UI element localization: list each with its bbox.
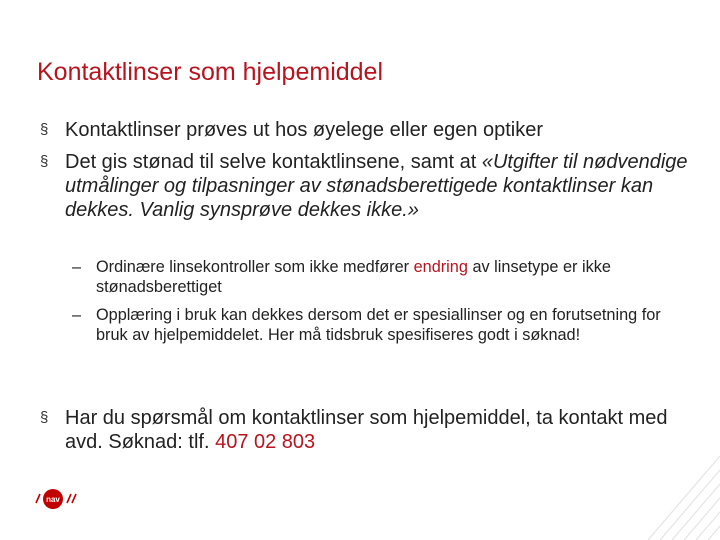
sub-bullet-item-1 [72,258,672,297]
sub-bullet-text-b: av linsetype er ikke stønadsberettiget [96,258,611,296]
dash-bullet-icon: – [72,258,82,276]
slide-title: Kontaktlinser som hjelpemiddel [37,58,384,86]
bullet-item-3 [40,406,700,454]
nav-logo-slash-right [67,494,71,503]
nav-logo-text: nav [46,495,60,504]
sub-bullet-item-2 [72,306,672,345]
phone-number: 407 02 803 [215,431,316,453]
section-bullet-icon: § [40,409,49,426]
highlight-word: endring [413,258,468,276]
bullet-text [65,150,700,222]
nav-logo [34,488,82,510]
bullet-text-plain: Det gis stønad til selve kontaktlinsene, samt at [65,151,482,173]
bullet-text-plain: Har du spørsmål om kontaktlinser som hjelpemiddel, ta kontakt med avd. Søknad: tlf. [65,407,668,453]
sub-bullet-text: Opplæring i bruk kan dekkes dersom det er spesiallinser og en forutsetning for bruk av hjelpemiddelet. Her må tidsbruk spesifiseres godt i søknad! [96,306,661,344]
bullet-item-1 [40,118,700,142]
nav-logo-slash-left [36,494,40,503]
bullet-text: Kontaktlinser prøves ut hos øyelege eller egen optiker [65,119,544,141]
section-bullet-icon: § [40,121,49,138]
dash-bullet-icon: – [72,306,82,324]
section-bullet-icon: § [40,153,49,170]
bullet-text-quote: «Utgifter til nødvendige utmålinger og tilpasninger av stønadsberettigede kontaktlinser kan dekkes. Vanlig synsprøve dekkes ikke.» [65,151,688,221]
sub-bullet-text [96,258,672,297]
corner-stripes-decoration [648,448,720,540]
bullet-item-2 [40,150,700,222]
sub-bullet-text-a: Ordinære linsekontroller som ikke medfører [96,258,414,276]
nav-logo-slash-right-2 [72,494,76,503]
bullet-text [65,406,700,454]
